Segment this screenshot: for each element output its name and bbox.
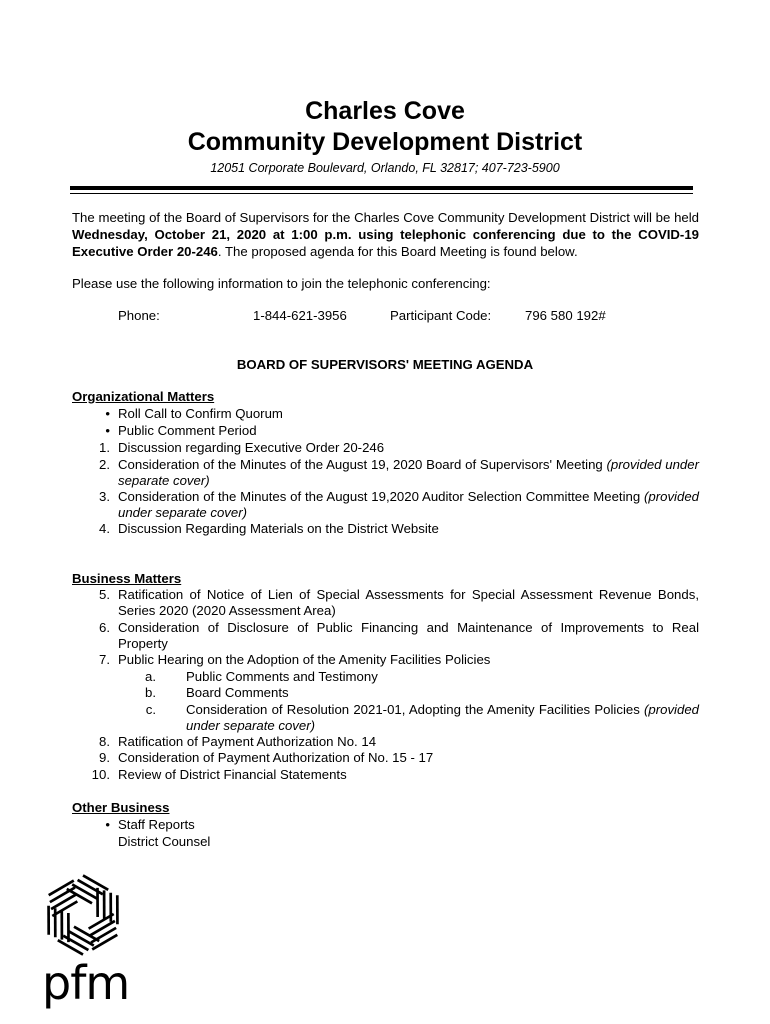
section-heading-other: Other Business [72, 800, 170, 815]
district-type: Community Development District [187, 128, 583, 156]
instructions-paragraph: Please use the following information to join the telephonic conferencing: [72, 276, 491, 291]
header-rule-thin [70, 193, 693, 194]
phone-label: Phone: [118, 308, 160, 323]
district-name: Charles Cove [305, 97, 465, 125]
participant-code-label: Participant Code: [390, 308, 492, 323]
phone-number: 1-844-621-3956 [253, 308, 347, 323]
pfm-logo-icon [38, 870, 128, 960]
header-rule-thick [70, 186, 693, 190]
intro-paragraph: The meeting of the Board of Supervisors for the Charles Cove Community Development District will be held Wednesday, October 21, 2020 at 1:00 p.m. using telephonic conferencing due to the COVID-19 Executive Order 20-246. The proposed agenda for this Board Meeting is found below. [72, 210, 699, 259]
meeting-details: Wednesday, October 21, 2020 at 1:00 p.m. using telephonic conferencing due to the COVID-19 Executive Order 20-246 [72, 227, 699, 259]
participant-code: 796 580 192# [525, 308, 606, 323]
agenda-title: BOARD OF SUPERVISORS' MEETING AGENDA [236, 357, 534, 372]
pfm-logo-text: pfm [42, 956, 130, 1010]
document-page: Charles Cove Community Development District 12051 Corporate Boulevard, Orlando, FL 32817; 407-723-5900 The meeting of the Board of Supervisors for the Charles Cove Community Development District will be held Wednesday, October 21, 2020 at 1:00 p.m. using telephonic conferencing due to the COVID-19 Executive Order 20-246. The proposed agenda for this Board Meeting is found below. Please use the following information to join the telephonic conferencing: Phone: 1-844-621-3956 Participant Code: 796 580 192# BOARD OF SUPERVISORS' MEETING AGENDA Organizational Matters • Roll Call to Confirm Quorum • Public Comment Period 1. Discussion regarding Executive Order 20-246 2. Consideration of the Minutes of the August 19, 2020 Board of Supervisors' Meeting (provided under separate cover) 3. Consideration of the Minutes of the August 19,2020 Auditor Selection Committee Meeting (provided under separate cover) 4. Discussion Regarding Materials on the District Website Business Matters 5. Ratification of Notice of Lien of Special Assessments for Special Assessment Revenue Bonds, Series 2020 (2020 Assessment Area) 6. Consideration of Disclosure of Public Financing and Maintenance of Improvements to Real Property 7. Public Hearing on the Adoption of the Amenity Facilities Policies a. Public Comments and Testimony b. Board Comments c. Consideration of Resolution 2021-01, Adopting the Amenity Facilities Policies (provided under separate cover) 8. Ratification of Payment Authorization No. 14 9. Consideration of Payment Authorization of No. 15 - 17 10. Review of District Financial Statements Other Business • Staff Reports District Counsel pfm [0, 0, 770, 1024]
section-heading-business: Business Matters [72, 571, 182, 586]
section-heading-organizational: Organizational Matters [72, 389, 215, 404]
district-address: 12051 Corporate Boulevard, Orlando, FL 32817; 407-723-5900 [210, 161, 560, 175]
